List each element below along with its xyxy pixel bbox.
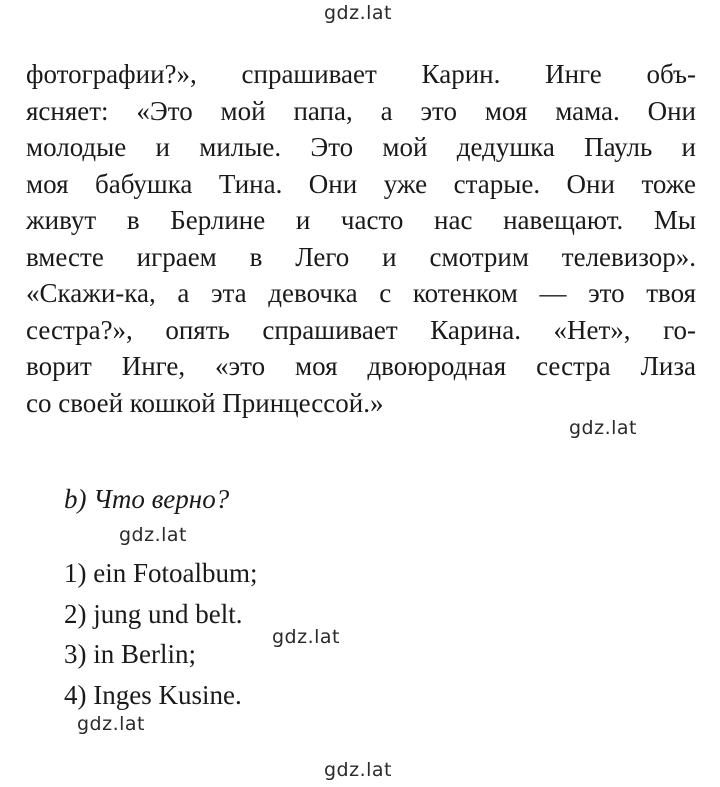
story-paragraph [26,56,696,421]
watermark-footer: gdz.lat [324,759,393,781]
paragraph-line: со своей кошкой Принцессой.» [26,387,384,418]
paragraph-line: вместе играем в Лего и смотрим телевизор». [26,241,696,272]
answer-options [64,553,257,715]
watermark-heading: gdz.lat [119,524,188,546]
watermark-paragraph: gdz.lat [569,417,638,439]
paragraph-line: «Скажи-ка, а эта девочка с котенком — это твоя [26,278,696,308]
answer-option: 3) in Berlin; [64,639,196,669]
paragraph-line: молодые и милые. Это мой дедушка Пауль и [26,132,696,162]
exercise-heading: b) Что верно? [64,484,230,514]
paragraph-line: живут в Берлине и часто нас навещают. Мы [26,205,696,235]
answer-option: 2) jung und belt. [64,598,243,629]
watermark-options-bottom: gdz.lat [77,713,146,735]
answer-option: 4) Inges Kusine. [64,679,242,710]
paragraph-line: ясняет: «Это мой папа, а это моя мама. Они [26,95,696,126]
paragraph-line: моя бабушка Тина. Они уже старые. Они тоже [26,168,696,199]
answer-option: 1) ein Fotoalbum; [64,558,258,588]
watermark-options-middle: gdz.lat [272,626,341,648]
watermark-top: gdz.lat [324,2,393,24]
paragraph-line: сестра?», опять спрашивает Карина. «Нет», го- [26,314,696,345]
paragraph-line: ворит Инге, «это моя двоюродная сестра Лиза [26,351,696,381]
paragraph-line: фотографии?», спрашивает Карин. Инге объ- [26,59,696,89]
